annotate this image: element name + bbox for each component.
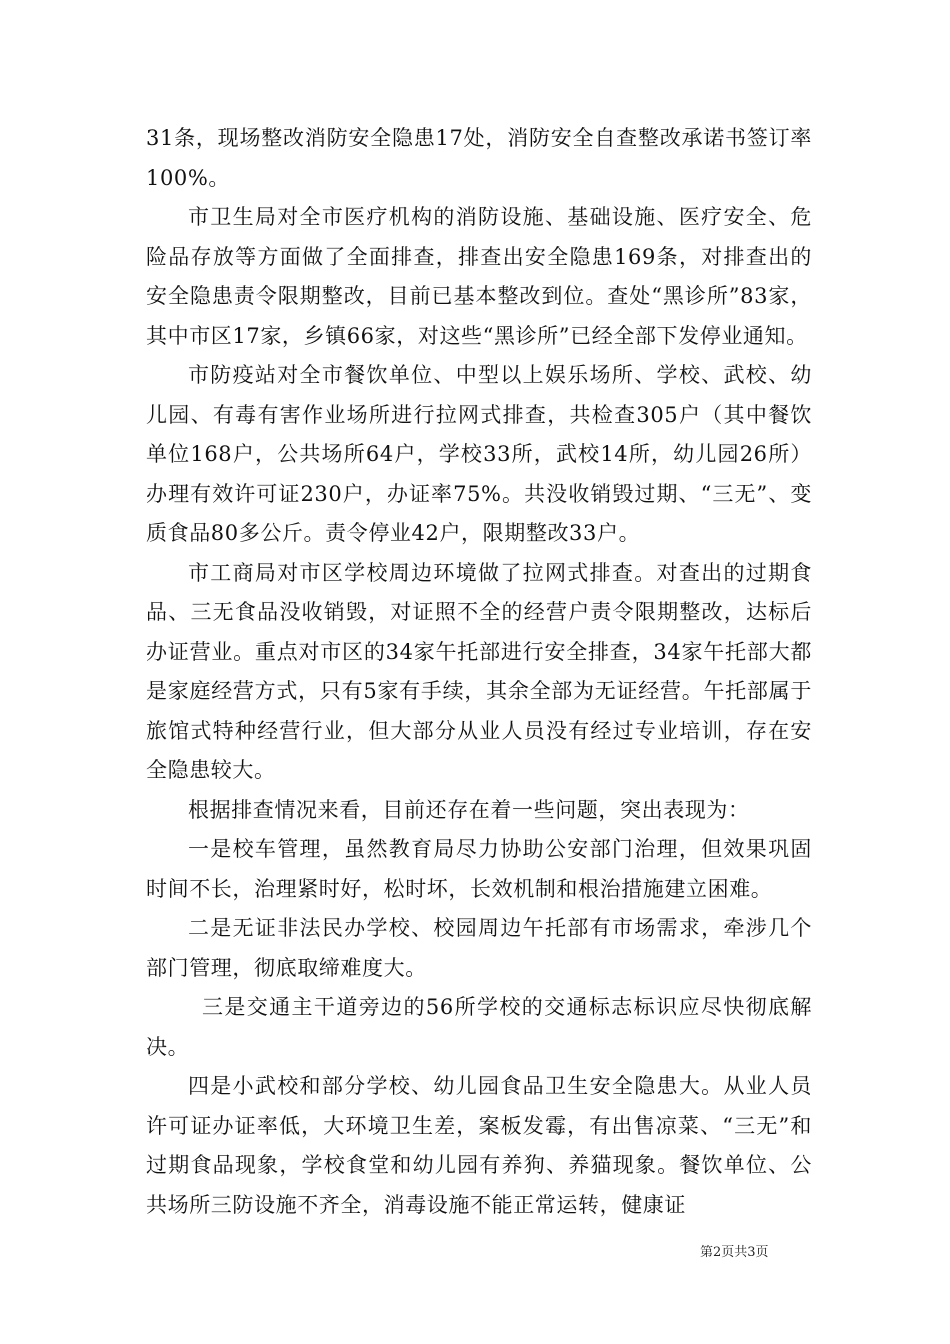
- paragraph-continuation: 31条，现场整改消防安全隐患17处，消防安全自查整改承诺书签订率100%。: [146, 126, 812, 190]
- paragraph-problem-one: 一是校车管理，虽然教育局尽力协助公安部门治理，但效果巩固时间不长，治理紧时好，松时坏，长效机制和根治措施建立困难。: [146, 837, 812, 901]
- paragraph-epidemic-station: 市防疫站对全市餐饮单位、中型以上娱乐场所、学校、武校、幼儿园、有毒有害作业场所进行拉网式排查，共检查305户（其中餐饮单位168户，公共场所64户，学校33所，武校14所，幼儿园26所）办理有效许可证230户，办证率75%。共没收销毁过期、“三无”、变质食品80多公斤。责令停业42户，限期整改33户。: [146, 363, 812, 545]
- paragraph-problem-three: 三是交通主干道旁边的56所学校的交通标志标识应尽快彻底解决。: [146, 995, 812, 1059]
- paragraph-problem-four: 四是小武校和部分学校、幼儿园食品卫生安全隐患大。从业人员许可证办证率低，大环境卫生差，案板发霉，有出售凉菜、“三无”和过期食品现象，学校食堂和幼儿园有养狗、养猫现象。餐饮单位、公共场所三防设施不齐全，消毒设施不能正常运转，健康证: [146, 1074, 812, 1217]
- page-number: 第2页共3页: [700, 1245, 769, 1260]
- paragraph-health-bureau: 市卫生局对全市医疗机构的消防设施、基础设施、医疗安全、危险品存放等方面做了全面排查，排查出安全隐患169条，对排查出的安全隐患责令限期整改，目前已基本整改到位。查处“黑诊所”83家，其中市区17家，乡镇66家，对这些“黑诊所”已经全部下发停业通知。: [146, 205, 812, 348]
- document-body: [146, 119, 812, 1225]
- paragraph-problem-two: 二是无证非法民办学校、校园周边午托部有市场需求，牵涉几个部门管理，彻底取缔难度大。: [146, 916, 812, 980]
- paragraph-problems-intro: 根据排查情况来看，目前还存在着一些问题，突出表现为：: [188, 797, 750, 822]
- paragraph-commerce-bureau: 市工商局对市区学校周边环境做了拉网式排查。对查出的过期食品、三无食品没收销毁，对证照不全的经营户责令限期整改，达标后办证营业。重点对市区的34家午托部进行安全排查，34家午托部大都是家庭经营方式，只有5家有手续，其余全部为无证经营。午托部属于旅馆式特种经营行业，但大部分从业人员没有经过专业培训，存在安全隐患较大。: [146, 560, 812, 782]
